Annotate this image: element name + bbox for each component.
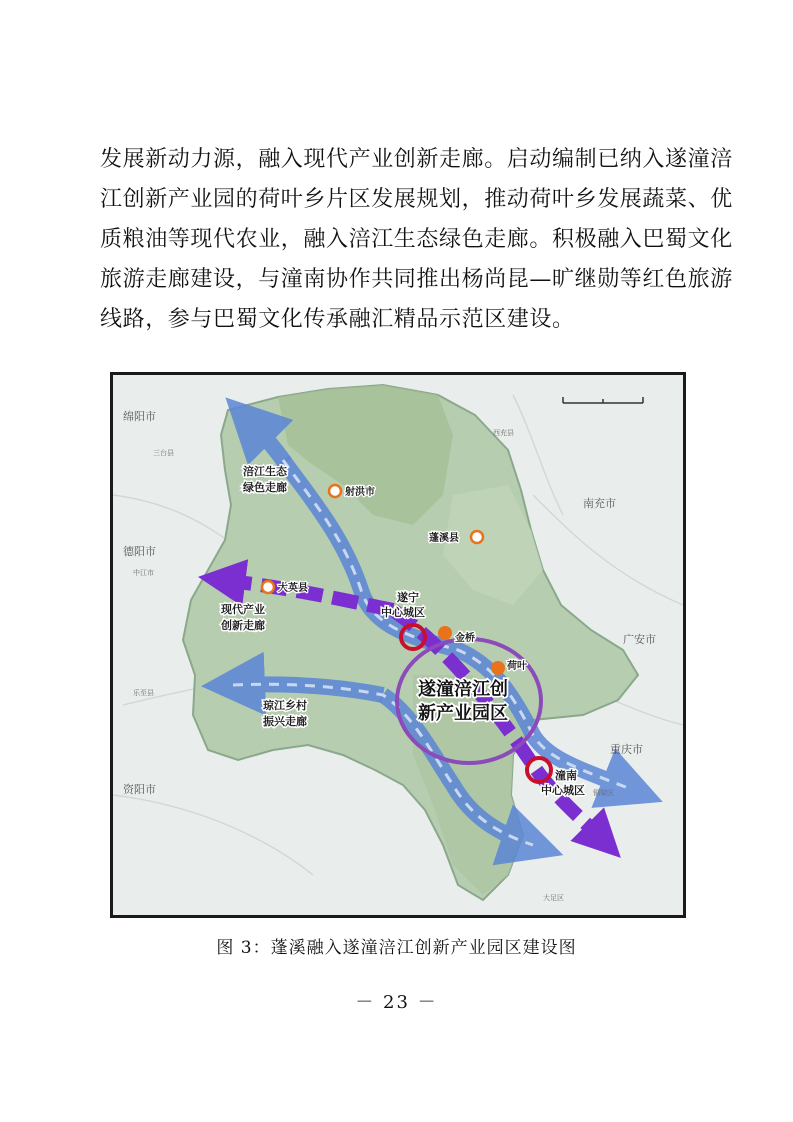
pengxi-marker	[471, 531, 483, 543]
town-label-heye: 荷叶	[507, 661, 527, 672]
paragraph-line: 线路，参与巴蜀文化传承融汇精品示范区建设。	[100, 307, 575, 332]
county-label-dazu: 大足区	[543, 894, 564, 902]
paragraph-line: 江创新产业园的荷叶乡片区发展规划，推动荷叶乡发展蔬菜、优	[100, 187, 733, 212]
corridor-label-industry-1: 现代产业	[221, 603, 265, 616]
map-svg	[113, 375, 683, 915]
town-label-shehong: 射洪市	[345, 487, 375, 498]
corridor-label-qiongjiang-2: 振兴走廊	[263, 715, 307, 728]
corridor-label-industry-2: 创新走廊	[221, 619, 265, 632]
city-label-chongqing: 重庆市	[610, 743, 643, 756]
figure-caption: 图 3：蓬溪融入遂潼涪江创新产业园区建设图	[216, 938, 577, 958]
park-label-2: 新产业园区	[418, 703, 508, 724]
town-label-daying: 大英县	[278, 583, 308, 594]
center-label-tongnan-2: 中心城区	[541, 784, 585, 797]
city-label-nanchong: 南充市	[583, 497, 616, 510]
city-label-guangan: 广安市	[623, 633, 656, 646]
heye-marker	[491, 661, 505, 675]
town-label-pengxi: 蓬溪县	[429, 533, 459, 544]
county-label-lezhi: 乐至县	[133, 689, 154, 697]
paragraph-line: 旅游走廊建设，与潼南协作共同推出杨尚昆—旷继勋等红色旅游	[100, 267, 733, 292]
body-paragraph	[100, 140, 733, 340]
county-label-zhongjiang: 中江市	[133, 569, 154, 577]
city-label-ziyang: 资阳市	[123, 783, 156, 796]
corridor-label-fujiang-1: 涪江生态	[243, 465, 287, 478]
shehong-marker	[329, 485, 341, 497]
city-label-deyang: 德阳市	[123, 545, 156, 558]
corridor-label-qiongjiang-1: 琼江乡村	[263, 699, 307, 712]
county-label-xichong: 西充县	[493, 429, 514, 437]
park-label-1: 遂潼涪江创	[418, 679, 508, 700]
county-label-tongliang: 铜梁区	[593, 789, 614, 797]
center-label-suining-1: 遂宁	[397, 591, 419, 604]
daying-marker	[262, 581, 274, 593]
city-label-mianyang: 绵阳市	[123, 410, 156, 423]
corridor-map-figure	[110, 372, 686, 918]
paragraph-line: 发展新动力源，融入现代产业创新走廊。启动编制已纳入遂潼涪	[100, 147, 733, 172]
center-label-suining-2: 中心城区	[381, 606, 425, 619]
paragraph-line: 质粮油等现代农业，融入涪江生态绿色走廊。积极融入巴蜀文化	[100, 227, 733, 252]
jinqiao-marker	[438, 626, 452, 640]
county-label-santai: 三台县	[153, 449, 174, 457]
town-label-jinqiao: 金桥	[455, 633, 475, 644]
page-number: － 23 －	[355, 992, 438, 1013]
corridor-label-fujiang-2: 绿色走廊	[243, 481, 287, 494]
center-label-tongnan-1: 潼南	[555, 769, 577, 782]
